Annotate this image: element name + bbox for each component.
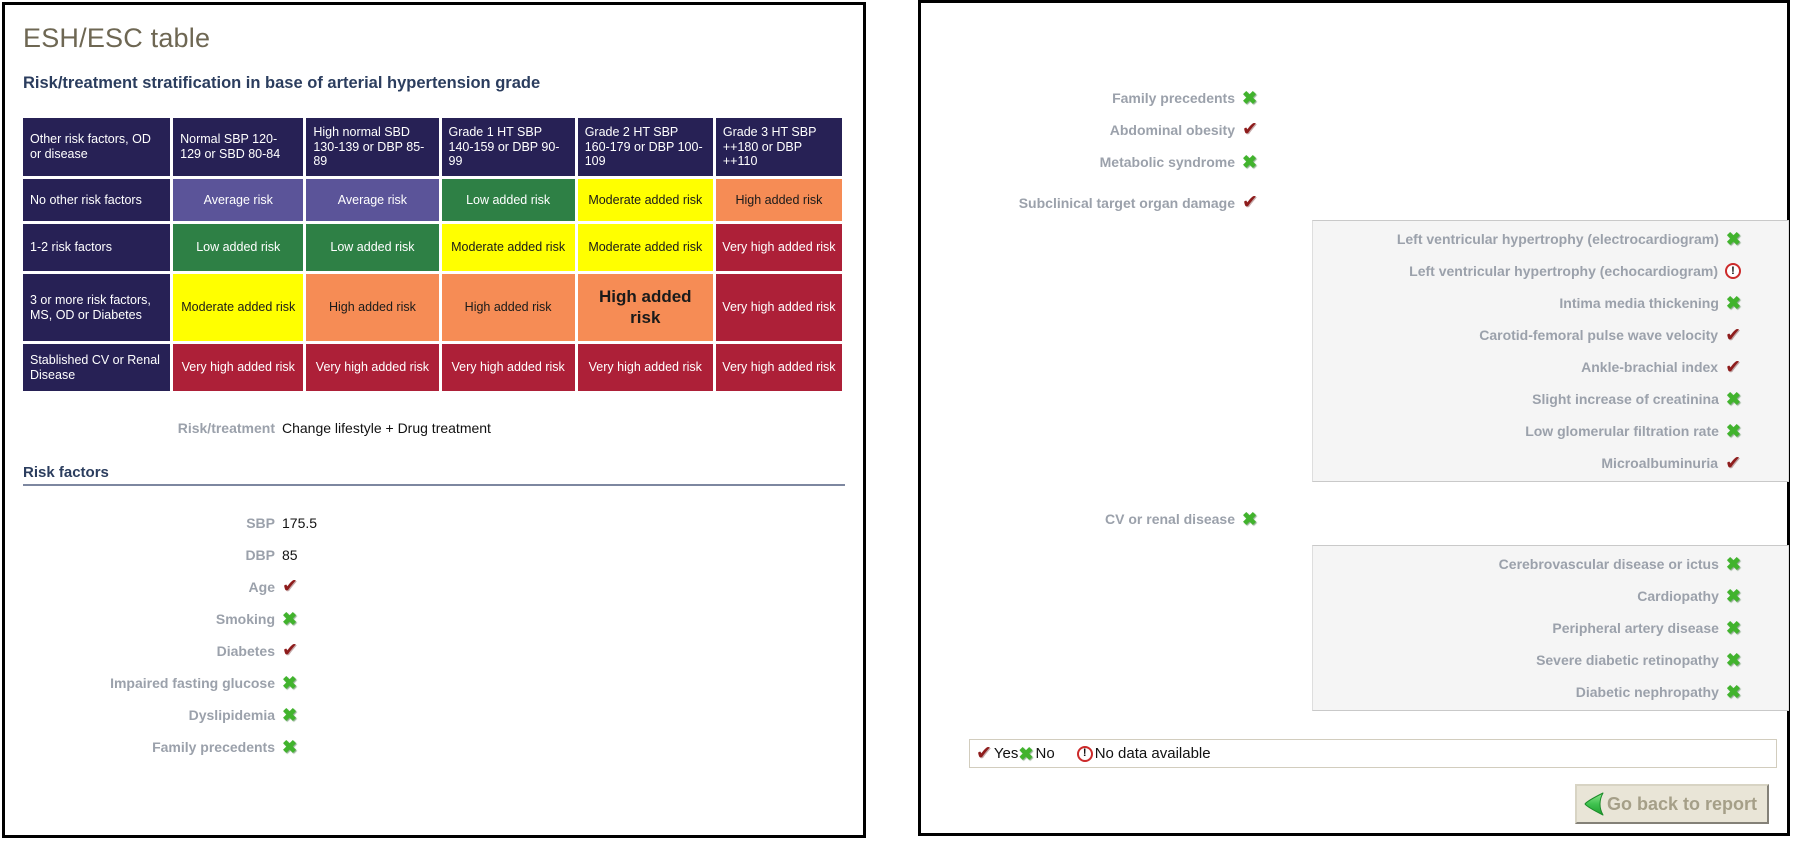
risk-factor-value [282,610,297,628]
sub-item-row [1313,676,1788,708]
sub-item-icon-slot [1725,263,1741,279]
risk-cell: Moderate added risk [442,224,575,271]
risk-cell: High added risk [442,274,575,341]
risk-item-row [939,147,1769,176]
cross-icon: ✖ [1725,229,1741,249]
risk-item-label: Metabolic syndrome [1099,153,1235,170]
risk-cell: Average risk [173,179,303,221]
risk-table-header-cell: High normal SBD 130-139 or DBP 85-89 [306,118,438,176]
cv-renal-icon-slot [1242,510,1257,528]
sub-item-row [1313,351,1788,383]
go-back-to-report-label: Go back to report [1606,793,1757,814]
legend-nodata-label: No data available [1094,745,1211,762]
organ-damage-box [1312,220,1789,482]
risk-items-top [939,83,1769,217]
check-icon: ✔ [282,640,298,661]
risk-cell-highlighted: High added risk [578,274,713,341]
risk-table-row-label: Stablished CV or Renal Disease [23,344,170,391]
sub-item-label: Severe diabetic retinopathy [1536,652,1719,668]
risk-cell: High added risk [306,274,438,341]
risk-table-row [23,179,842,221]
risk-table-header-cell: Grade 1 HT SBP 140-159 or DBP 90-99 [442,118,575,176]
page-title: ESH/ESC table [23,23,211,53]
risk-factor-value: 175.5 [282,514,318,531]
cv-renal-label: CV or renal disease [1105,510,1235,527]
risk-factor-label: SBP [246,514,275,531]
table-subtitle: Risk/treatment stratification in base of arterial hypertension grade [23,74,541,92]
sub-item-row [1313,612,1788,644]
risk-table-header-cell: Normal SBP 120-129 or SBD 80-84 [173,118,303,176]
risk-cell: Very high added risk [173,344,303,391]
legend [969,739,1777,768]
risk-table-row-label: 3 or more risk factors, MS, OD or Diabetes [23,274,170,341]
sub-item-icon-slot [1726,294,1741,312]
risk-table-header-cell: Other risk factors, OD or disease [23,118,170,176]
sub-item-icon-slot [1726,683,1741,701]
risk-table-row [23,274,842,341]
cross-icon: ✖ [1018,743,1034,764]
check-icon: ✔ [1725,356,1741,378]
legend-yes [976,744,1018,763]
risk-item-icon-slot [1242,89,1257,107]
risk-factor-value: 85 [282,546,298,563]
risk-factor-row [23,636,845,665]
check-icon: ✔ [976,743,992,764]
cv-renal-box [1312,545,1789,711]
risk-cell: Very high added risk [716,344,842,391]
sub-item-label: Carotid-femoral pulse wave velocity [1479,327,1719,343]
sub-item-row [1313,255,1788,287]
check-icon: ✔ [282,576,298,597]
risk-table-row-label: 1-2 risk factors [23,224,170,271]
risk-cell: Very high added risk [716,274,842,341]
cross-icon: ✖ [282,704,298,725]
sub-item-label: Cardiopathy [1637,588,1719,604]
cross-icon: ✖ [1725,293,1741,313]
nodata-icon: ! [1077,746,1093,762]
risk-cell: Moderate added risk [578,224,713,271]
risk-item-row [939,115,1769,144]
risk-cell: Average risk [306,179,438,221]
risk-factor-row [23,572,845,601]
risk-factor-label: Family precedents [152,738,275,755]
risk-cell: Very high added risk [578,344,713,391]
risk-cell: Moderate added risk [578,179,713,221]
sub-item-label: Slight increase of creatinina [1532,391,1719,407]
cross-icon: ✖ [1725,389,1741,409]
sub-item-label: Peripheral artery disease [1552,620,1719,636]
check-icon: ✔ [1242,192,1258,213]
legend-nodata [1077,745,1211,762]
risk-factor-row [23,700,845,729]
risk-item-icon-slot [1242,193,1258,212]
risk-item-icon-slot [1242,120,1258,139]
sub-item-row [1313,580,1788,612]
sub-item-icon-slot [1726,587,1741,605]
risk-cell: Very high added risk [306,344,438,391]
risk-item-label: Family precedents [1112,89,1235,106]
risk-details-panel [918,0,1790,836]
risk-treatment-line [23,420,845,436]
nodata-icon: ! [1725,263,1741,279]
cross-icon: ✖ [1725,586,1741,606]
go-back-to-report-button[interactable] [1575,784,1769,824]
risk-item-icon-slot [1242,153,1257,171]
risk-treatment-value: Change lifestyle + Drug treatment [282,420,491,436]
sub-item-label: Low glomerular filtration rate [1525,423,1719,439]
risk-treatment-label: Risk/treatment [177,420,275,436]
risk-stratification-table [20,115,845,394]
sub-item-row [1313,548,1788,580]
esh-esc-table-panel [2,2,866,838]
sub-item-label: Left ventricular hypertrophy (electrocardiogram) [1396,231,1719,247]
risk-item-label: Abdominal obesity [1109,121,1235,138]
risk-cell: Low added risk [306,224,438,271]
risk-table-body [23,179,842,391]
legend-no [1018,745,1054,763]
risk-factor-label: Smoking [215,610,275,627]
cross-icon: ✖ [1725,618,1741,638]
sub-item-icon-slot [1726,390,1741,408]
sub-item-label: Left ventricular hypertrophy (echocardiogram) [1409,263,1718,279]
risk-factor-value [282,577,298,596]
sub-item-label: Cerebrovascular disease or ictus [1498,556,1719,572]
sub-item-icon-slot [1726,422,1741,440]
risk-cell: Very high added risk [442,344,575,391]
risk-cell: Low added risk [442,179,575,221]
risk-table-row-label: No other risk factors [23,179,170,221]
cross-icon: ✖ [1725,421,1741,441]
cross-icon: ✖ [1242,87,1258,108]
cross-icon: ✖ [1725,554,1741,574]
sub-item-icon-slot [1725,358,1741,377]
cross-icon: ✖ [282,608,298,629]
risk-factor-value [282,738,297,756]
cross-icon: ✖ [282,672,298,693]
risk-factor-row [23,732,845,761]
sub-item-icon-slot [1726,619,1741,637]
risk-table-row [23,224,842,271]
check-icon: ✔ [1242,119,1258,140]
risk-factor-value [282,706,297,724]
cv-renal-row [939,504,1769,533]
sub-item-row [1313,287,1788,319]
risk-factors-heading: Risk factors [23,464,845,486]
sub-item-label: Ankle-brachial index [1581,359,1719,375]
risk-factor-label: Impaired fasting glucose [110,674,275,691]
risk-factor-label: Age [248,578,275,595]
risk-factor-value [282,641,298,660]
legend-yes-label: Yes [993,745,1019,762]
sub-item-row [1313,447,1788,479]
cross-icon: ✖ [1725,682,1741,702]
risk-cell: Moderate added risk [173,274,303,341]
risk-factor-label: Dyslipidemia [188,706,275,723]
green-back-arrow-icon [1579,789,1609,819]
risk-factor-label: DBP [245,546,275,563]
check-icon: ✔ [1725,452,1741,474]
sub-item-icon-slot [1725,454,1741,473]
risk-factor-row [23,668,845,697]
sub-item-row [1313,319,1788,351]
sub-item-label: Microalbuminuria [1601,455,1719,471]
risk-factors-list [23,508,845,761]
risk-table-header-cell: Grade 3 HT SBP ++180 or DBP ++110 [716,118,842,176]
risk-factor-label: Diabetes [216,642,275,659]
legend-no-label: No [1035,745,1055,762]
sub-item-row [1313,415,1788,447]
check-icon: ✔ [1725,324,1741,346]
risk-cell: Very high added risk [716,224,842,271]
risk-table-header-cell: Grade 2 HT SBP 160-179 or DBP 100-109 [578,118,713,176]
sub-item-row [1313,223,1788,255]
risk-factor-row [23,508,845,537]
sub-item-icon-slot [1726,651,1741,669]
cross-icon: ✖ [1725,650,1741,670]
cross-icon: ✖ [282,736,298,757]
sub-item-icon-slot [1725,326,1741,345]
risk-item-row [939,188,1769,217]
risk-item-row [939,83,1769,112]
risk-item-label: Subclinical target organ damage [1018,194,1235,211]
cross-icon: ✖ [1242,508,1258,529]
sub-item-label: Intima media thickening [1559,295,1719,311]
risk-cell: Low added risk [173,224,303,271]
risk-factor-row [23,540,845,569]
risk-table-header-row [23,118,842,176]
sub-item-icon-slot [1726,555,1741,573]
risk-cell: High added risk [716,179,842,221]
cross-icon: ✖ [1242,151,1258,172]
sub-item-row [1313,644,1788,676]
sub-item-label: Diabetic nephropathy [1575,684,1719,700]
risk-factor-row [23,604,845,633]
risk-table-row [23,344,842,391]
sub-item-row [1313,383,1788,415]
risk-factor-value [282,674,297,692]
button-row [939,784,1769,824]
sub-item-icon-slot [1726,230,1741,248]
